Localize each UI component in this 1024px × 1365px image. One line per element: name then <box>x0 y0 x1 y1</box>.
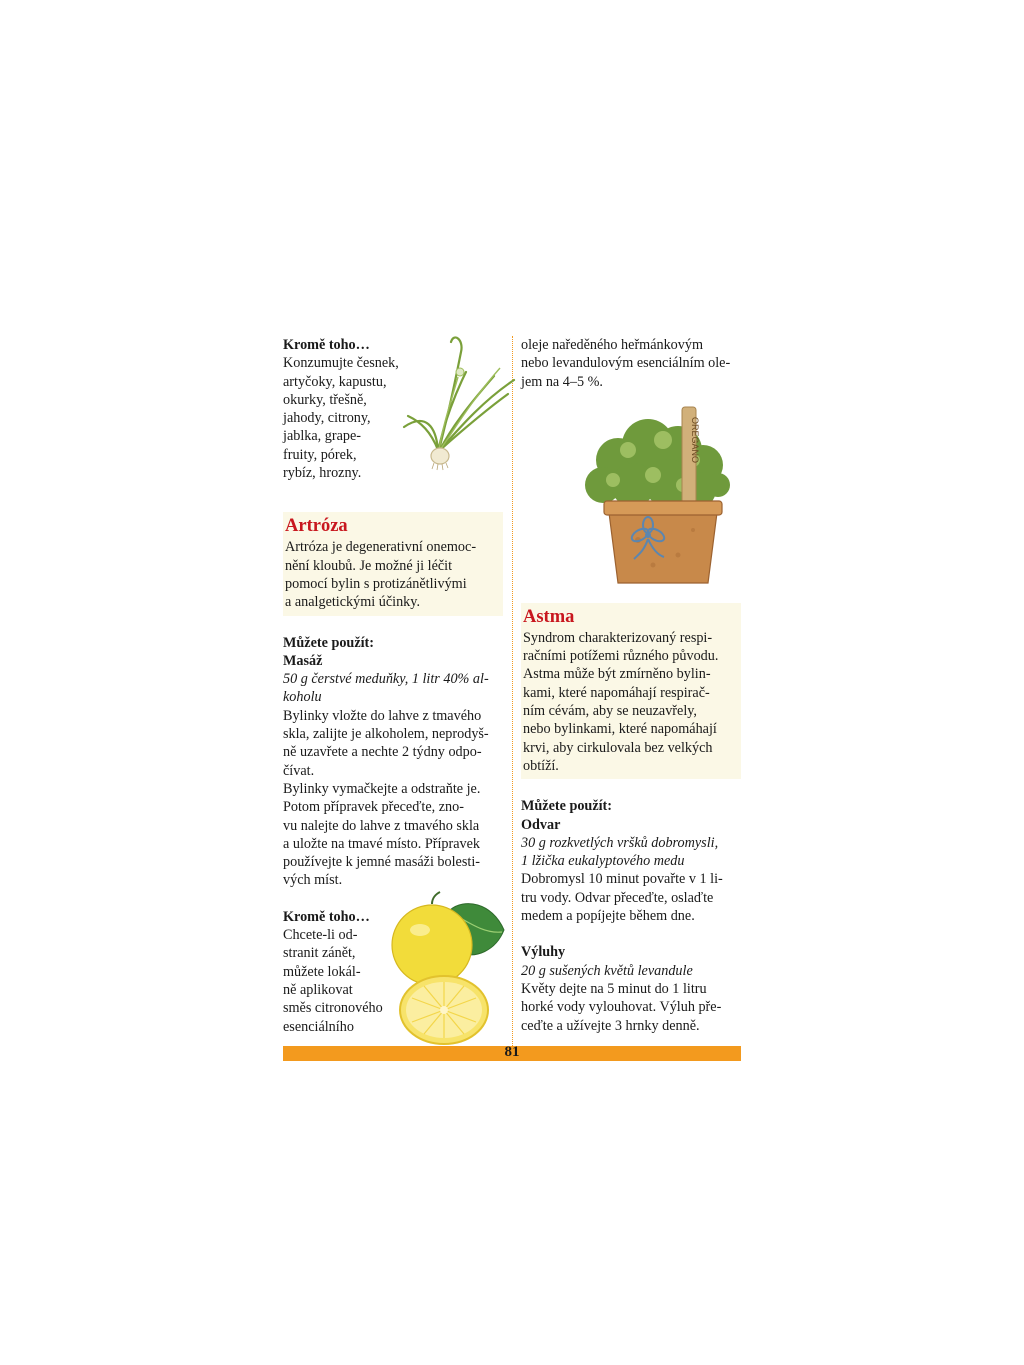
text-line: Syndrom charakterizovaný respi- <box>523 629 713 646</box>
text-line: vých míst. <box>283 872 343 889</box>
decoction-heading: Odvar <box>521 816 561 833</box>
text-line: račními potížemi různého původu. <box>523 648 719 665</box>
text-line: směs citronového <box>283 1000 383 1017</box>
text-line: nění kloubů. Je možné ji léčit <box>285 557 453 574</box>
arthrosis-section <box>283 512 503 615</box>
text-line: krvi, aby cirkulovala bez velkých <box>523 739 713 756</box>
recipe-line: 1 lžička eukalyptového medu <box>521 853 685 870</box>
text-line: Konzumujte česnek, <box>283 355 399 372</box>
text-line: artyčoky, kapustu, <box>283 373 387 390</box>
infusion-heading: Výluhy <box>521 944 566 961</box>
text-line: fruity, pórek, <box>283 446 357 463</box>
text-line: skla, zalijte je alkoholem, neprodyš- <box>283 726 489 743</box>
text-line: ně uzavřete a nechte 2 týdny odpo- <box>283 744 482 761</box>
text-line: Bylinky vložte do lahve z tmavého <box>283 707 482 724</box>
section-title-arthrosis: Artróza <box>285 516 348 537</box>
text-line: tru vody. Odvar přeceďte, oslaďte <box>521 889 714 906</box>
page-number: 81 <box>504 1044 520 1060</box>
recipe-line: 30 g rozkvetlých vršků dobromysli, <box>521 834 719 851</box>
text-line: vu nalejte do lahve z tmavého skla <box>283 817 480 834</box>
text-line: nebo levandulovým esenciálním ole- <box>521 355 731 372</box>
text-line: a analgetickými účinky. <box>285 594 420 611</box>
text-line: ním cévám, aby se neuzavřely, <box>523 703 697 720</box>
recipe-line: 20 g sušených květů levandule <box>521 962 693 979</box>
text-line: můžete lokál- <box>283 963 361 980</box>
text-line: stranit zánět, <box>283 945 356 962</box>
text-line: jem na 4–5 %. <box>521 373 603 390</box>
use-heading: Můžete použít: <box>283 634 375 651</box>
footer-bar <box>283 1046 741 1061</box>
text-line: okurky, třešně, <box>283 391 367 408</box>
massage-block <box>283 634 503 890</box>
text-line: horké vody vylouhovat. Výluh pře- <box>521 999 722 1016</box>
text-line: Potom přípravek přeceďte, zno- <box>283 799 464 816</box>
text-line: Bylinky vymačkejte a odstraňte je. <box>283 780 481 797</box>
text-line: kami, které napomáhají respirač- <box>523 684 710 701</box>
text-line: Artróza je degenerativní onemoc- <box>285 539 477 556</box>
plant-label: OREGANO <box>690 417 700 464</box>
text-line: ně aplikovat <box>283 981 353 998</box>
text-line: esenciálního <box>283 1018 354 1035</box>
massage-heading: Masáž <box>283 652 323 669</box>
text-line: Astma může být zmírněno bylin- <box>523 666 711 683</box>
infusion-block <box>521 943 741 1034</box>
text-line: jahody, citrony, <box>283 410 371 427</box>
section-title-asthma: Astma <box>523 606 575 627</box>
garlic-plant-illustration <box>396 332 518 472</box>
text-line: Květy dejte na 5 minut do 1 litru <box>521 980 707 997</box>
besides-heading-2: Kromě toho… <box>283 908 370 925</box>
oregano-pot-illustration <box>578 405 738 595</box>
text-line: oleje naředěného heřmánkovým <box>521 337 703 353</box>
text-line: jablka, grape- <box>283 428 361 445</box>
asthma-section <box>521 603 741 779</box>
text-line: nebo bylinkami, které napomáhají <box>523 721 717 738</box>
recipe-line: 50 g čerstvé meduňky, 1 litr 40% al- <box>283 671 489 688</box>
use-heading: Můžete použít: <box>521 798 613 815</box>
text-line: Dobromysl 10 minut povařte v 1 li- <box>521 871 723 888</box>
decoction-block <box>521 797 741 925</box>
text-line: čívat. <box>283 762 315 779</box>
besides-heading-1: Kromě toho… <box>283 337 370 353</box>
text-line: rybíz, hrozny. <box>283 465 362 482</box>
text-line: používejte k jemné masáži bolesti- <box>283 854 480 871</box>
text-line: Chcete-li od- <box>283 927 358 944</box>
text-line: medem a popíjejte během dne. <box>521 908 695 925</box>
text-line: ceďte a užívejte 3 hrnky denně. <box>521 1017 700 1034</box>
besides-list-1 <box>283 354 413 482</box>
lemon-illustration <box>384 890 510 1052</box>
text-line: obtíží. <box>523 757 559 774</box>
text-line: pomocí bylin s protizánětlivými <box>285 575 467 592</box>
text-line: a uložte na tmavé místo. Přípravek <box>283 835 480 852</box>
recipe-line: koholu <box>283 689 322 706</box>
